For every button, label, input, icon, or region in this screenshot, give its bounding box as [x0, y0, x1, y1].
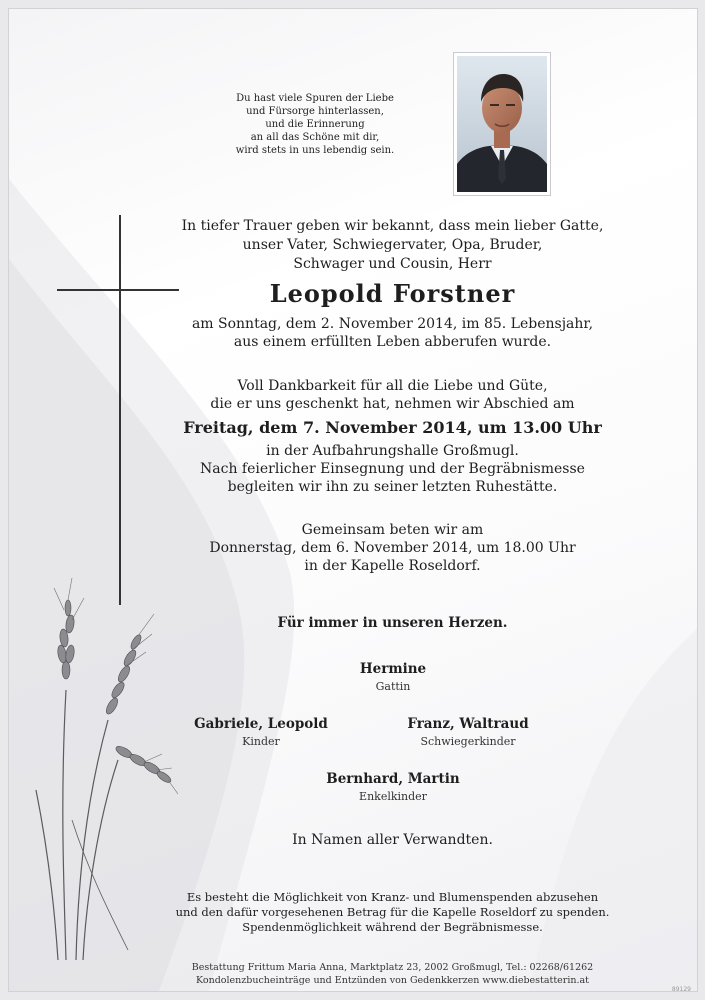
mourner-spouse-names: Hermine: [359, 661, 427, 677]
motto-line-5: wird stets in uns lebendig sein.: [235, 145, 395, 156]
donation-line-2: und den dafür vorgesehenen Betrag für die Kapelle Roseldorf zu spenden.: [175, 905, 610, 919]
prayer-line-1: Gemeinsam beten wir am: [301, 522, 484, 538]
funeral-place-line-1: in der Aufbahrungshalle Großmugl.: [266, 443, 519, 459]
prayer-line-3: in der Kapelle Roseldorf.: [304, 558, 481, 574]
mourner-grandchildren-names: Bernhard, Martin: [326, 771, 460, 787]
relatives-line: In Namen aller Verwandten.: [292, 832, 493, 848]
farewell-line-2: die er uns geschenkt hat, nehmen wir Abschied am: [210, 396, 575, 412]
mourner-children-names: Gabriele, Leopold: [194, 716, 328, 732]
intro-line-3: Schwager und Cousin, Herr: [293, 256, 492, 272]
death-info-line-1: am Sonntag, dem 2. November 2014, im 85. Lebensjahr,: [191, 316, 594, 332]
mourner-children-relation: Kinder: [242, 735, 280, 748]
footer-line-1: Bestattung Frittum Maria Anna, Marktplatz 23, 2002 Großmugl, Tel.: 02268/61262: [191, 962, 594, 973]
intro-line-2: unser Vater, Schwiegervater, Opa, Bruder,: [242, 237, 543, 253]
death-info-line-2: aus einem erfüllten Leben abberufen wurde.: [233, 334, 552, 350]
intro-line-1: In tiefer Trauer geben wir bekannt, dass mein lieber Gatte,: [181, 218, 604, 234]
motto-line-4: an all das Schöne mit dir,: [250, 132, 380, 143]
prayer-line-2: Donnerstag, dem 6. November 2014, um 18.00 Uhr: [209, 540, 576, 556]
footer-line-2: Kondolenzbucheinträge und Entzünden von Gedenkkerzen www.diebestatterin.at: [196, 975, 589, 986]
funeral-place-line-2: Nach feierlicher Einsegnung und der Begräbnismesse: [200, 461, 585, 477]
corner-code: 89129: [671, 986, 691, 993]
mourner-inlaws-relation: Schwiegerkinder: [420, 735, 516, 748]
motto-line-3: und die Erinnerung: [265, 119, 365, 130]
heart-line: Für immer in unseren Herzen.: [277, 615, 508, 631]
donation-line-3: Spendenmöglichkeit während der Begräbnismesse.: [242, 920, 543, 934]
funeral-date: Freitag, dem 7. November 2014, um 13.00 Uhr: [183, 418, 602, 437]
mourner-grandchildren-relation: Enkelkinder: [359, 790, 427, 803]
mourner-inlaws-names: Franz, Waltraud: [407, 716, 529, 732]
portrait-photo: [453, 52, 551, 196]
mourner-spouse-relation: Gattin: [375, 680, 411, 693]
funeral-place-line-3: begleiten wir ihn zu seiner letzten Ruhestätte.: [227, 479, 558, 495]
donation-line-1: Es besteht die Möglichkeit von Kranz- und Blumenspenden abzusehen: [186, 890, 599, 904]
deceased-name: Leopold Forstner: [269, 279, 516, 308]
motto-line-2: und Fürsorge hinterlassen,: [246, 106, 384, 117]
motto-line-1: Du hast viele Spuren der Liebe: [236, 93, 394, 104]
farewell-line-1: Voll Dankbarkeit für all die Liebe und Güte,: [237, 378, 548, 394]
wheat-ears-icon: [28, 570, 178, 970]
